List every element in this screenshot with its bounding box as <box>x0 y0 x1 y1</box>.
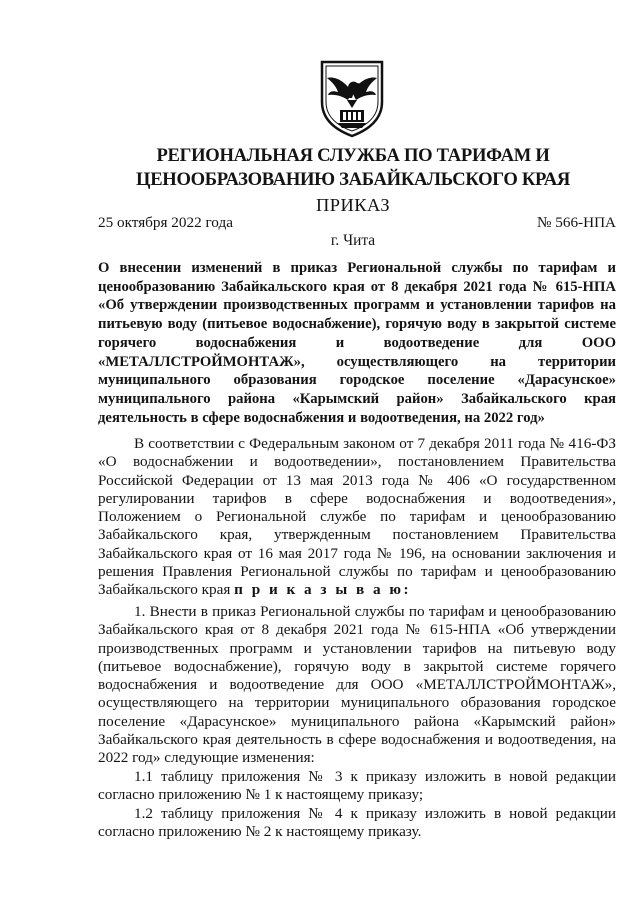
order-item-1-2: 1.2 таблицу приложения № 4 к приказу изложить в новой редакции согласно приложению № 2 к настоящему приказу. <box>98 805 616 841</box>
order-number: № 566-НПА <box>536 214 616 231</box>
order-title: О внесении изменений в приказ Региональной службы по тарифам и ценообразованию Забайкальского края от 8 декабря 2021 года № 615-НПА «Об утверждении производственных программ и установлении тарифов на питьевую воду (питьевое водоснабжение), горячую воду в закрытой системе горячего водоснабжения и водоотведение для ООО «МЕТАЛЛСТРОЙМОНТАЖ», осуществляющего на территории муниципального образования городское поселение «Дарасунское» муниципального района «Карымский район» Забайкальского края деятельность в сфере водоснабжения и водоотведения, на 2022 год» <box>98 260 616 426</box>
agency-line-1: РЕГИОНАЛЬНАЯ СЛУЖБА ПО ТАРИФАМ И <box>156 145 550 166</box>
date-number-line <box>98 214 616 232</box>
agency-line-2: ЦЕНООБРАЗОВАНИЮ ЗАБАЙКАЛЬСКОГО КРАЯ <box>136 169 570 190</box>
order-item-1-1: 1.1 таблицу приложения № 3 к приказу изложить в новой редакции согласно приложению № 1 к настоящему приказу; <box>98 768 616 804</box>
order-date: 25 октября 2022 года <box>98 214 233 231</box>
coat-of-arms-eagle-icon <box>318 58 386 138</box>
city: г. Чита <box>330 232 376 249</box>
agency-name <box>100 144 606 192</box>
preamble-paragraph <box>98 435 616 600</box>
document-type: ПРИКАЗ <box>315 195 391 215</box>
directive-word: п р и к а з ы в а ю: <box>234 581 412 599</box>
order-item-1: 1. Внести в приказ Региональной службы по тарифам и ценообразованию Забайкальского края от 8 декабря 2021 года № 615-НПА «Об утверждении производственных программ и установлении тарифов на питьевую воду (питьевое водоснабжение), горячую воду в закрытой системе горячего водоснабжения и водоотведение для ООО «МЕТАЛЛСТРОЙМОНТАЖ», осуществляющего на территории муниципального образования городское поселение «Дарасунское» муниципального района «Карымский район» Забайкальского края деятельность в сфере водоснабжения и водоотведения, на 2022 год» следующие изменения: <box>98 603 616 767</box>
preamble-text: В соответствии с Федеральным законом от 7 декабря 2011 года № 416-ФЗ «О водоснабжении и водоотведении», постановлением Правительства Российской Федерации от 13 мая 2013 года № 406 «О государственном регулировании тарифов в сфере водоснабжения и водоотведения», Положением о Региональной службе по тарифам и ценообразованию Забайкальского края, утвержденным постановлением Правительства Забайкальского края от 16 мая 2017 года № 196, на основании заключения и решения Правления Региональной службы по тарифам и ценообразованию Забайкальского края <box>98 435 616 599</box>
